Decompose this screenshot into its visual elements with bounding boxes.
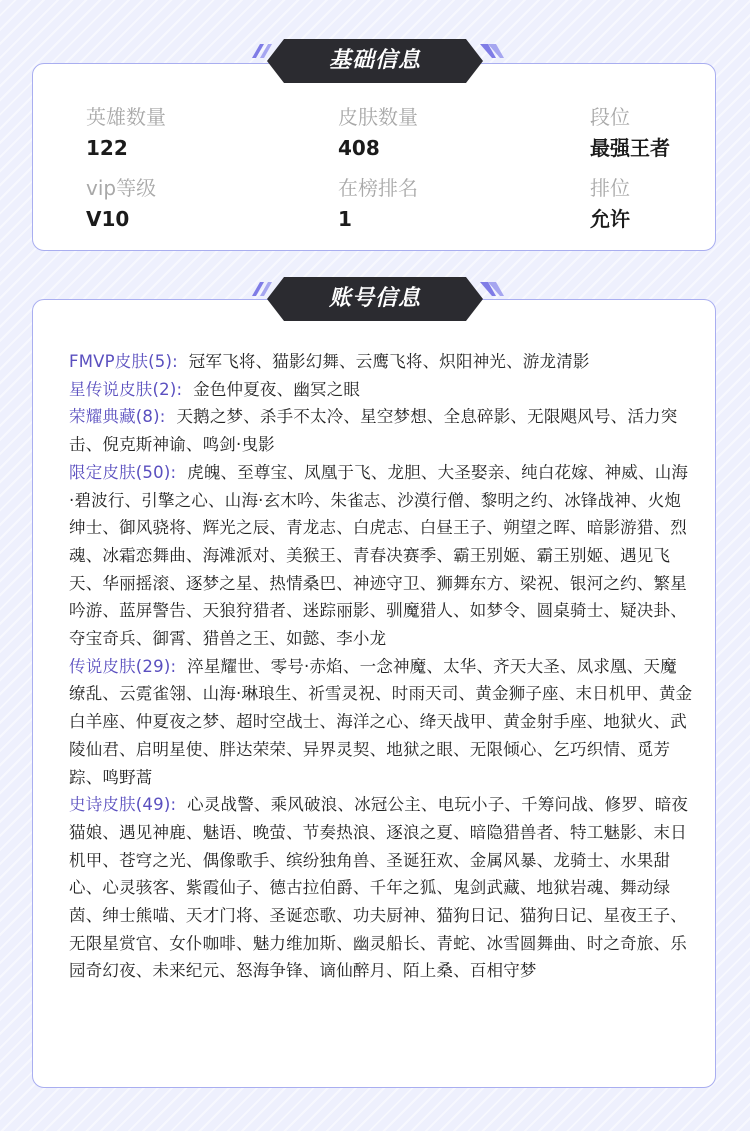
stat-value: 408 bbox=[338, 136, 380, 160]
basic-info-card bbox=[32, 63, 716, 251]
skin-category-fmvp bbox=[69, 348, 693, 376]
skin-category-limited bbox=[69, 459, 693, 653]
section-title: 账号信息 bbox=[328, 286, 421, 311]
stat-value: 1 bbox=[338, 207, 352, 231]
section-title: 基础信息 bbox=[328, 48, 421, 73]
skin-category-items: 金色仲夏夜、幽冥之眼 bbox=[193, 379, 361, 399]
stat-value: V10 bbox=[86, 207, 130, 231]
stat-value: 122 bbox=[86, 136, 128, 160]
skin-category-label: 史诗皮肤(49): bbox=[69, 795, 177, 815]
skin-category-legend bbox=[69, 653, 693, 792]
account-info-card bbox=[32, 299, 716, 1088]
skin-category-items: 心灵战警、乘风破浪、冰冠公主、电玩小子、千筹问战、修罗、暗夜猫娘、遇见神鹿、魅语、晚萤、节奏热浪、逐浪之夏、暗隐猎兽者、特工魅影、末日机甲、苍穹之光、偶像歌手、缤纷独角兽、圣诞狂欢、金属风暴、龙骑士、水果甜心、心灵骇客、紫霞仙子、德古拉伯爵、千年之狐、鬼剑武藏、地狱岩魂、舞动绿茵、绅士熊喵、天才门将、圣诞恋歌、功夫厨神、猫狗日记、猫狗日记、星夜王子、无限星赏官、女仆咖啡、魅力维加斯、幽灵船长、青蛇、冰雪圆舞曲、时之奇旅、乐园奇幻夜、未来纪元、怒海争锋、谪仙醉月、陌上桑、百相守梦 bbox=[69, 795, 689, 981]
skin-category-items: 虎魄、至尊宝、凤凰于飞、龙胆、大圣娶亲、纯白花嫁、神威、山海·碧波行、引擎之心、山海·玄木吟、朱雀志、沙漠行僧、黎明之约、冰锋战神、火炮绅士、御风骁将、辉光之辰、青龙志、白虎志、白昼王子、朔望之晖、暗影游猎、烈魂、冰霜恋舞曲、海滩派对、美猴王、青春决赛季、霸王别姬、霸王别姬、遇见飞天、华丽摇滚、逐梦之星、热情桑巴、神迹守卫、狮舞东方、梁祝、银河之约、繁星吟游、蓝屏警告、天狼狩猎者、迷踪丽影、驯魔猎人、如梦令、圆桌骑士、疑决卦、夺宝奇兵、御霄、猎兽之王、如懿、李小龙 bbox=[69, 462, 689, 649]
account-info-header bbox=[246, 276, 504, 322]
basic-info-header bbox=[246, 38, 504, 84]
stat-value: 允许 bbox=[590, 207, 630, 231]
stat-label: 排位 bbox=[590, 176, 630, 200]
stat-rank-tier bbox=[590, 104, 670, 161]
skin-category-items: 淬星耀世、零号·赤焰、一念神魔、太华、齐天大圣、凤求凰、天魔缭乱、云霓雀翎、山海·琳琅生、祈雪灵祝、时雨天司、黄金狮子座、末日机甲、黄金白羊座、仲夏夜之梦、超时空战士、海洋之心、绛天战甲、黄金射手座、地狱火、武陵仙君、启明星使、胖达荣荣、异界灵契、地狱之眼、无限倾心、乞巧织情、觅芳踪、鸣野蒿 bbox=[69, 656, 693, 787]
skin-category-star-legend bbox=[69, 376, 693, 404]
skin-category-label: 传说皮肤(29): bbox=[69, 656, 177, 676]
skin-category-label: 限定皮肤(50): bbox=[69, 462, 177, 482]
stat-label: 段位 bbox=[590, 105, 630, 129]
skin-category-label: FMVP皮肤(5): bbox=[69, 352, 178, 371]
stat-label: vip等级 bbox=[86, 176, 157, 200]
stat-label: 英雄数量 bbox=[86, 105, 166, 129]
stat-label: 在榜排名 bbox=[338, 176, 418, 200]
skin-category-items: 天鹅之梦、杀手不太冷、星空梦想、全息碎影、无限飓风号、活力突击、倪克斯神谕、鸣剑·曳影 bbox=[69, 407, 678, 455]
stat-value: 最强王者 bbox=[590, 136, 670, 160]
stat-leaderboard-rank bbox=[338, 175, 418, 232]
skin-category-epic bbox=[69, 791, 693, 985]
skin-category-label: 星传说皮肤(2): bbox=[69, 379, 183, 399]
stat-ranked-allowed bbox=[590, 175, 630, 232]
stat-hero-count bbox=[86, 104, 166, 161]
stat-skin-count bbox=[338, 104, 418, 161]
skin-category-items: 冠军飞将、猫影幻舞、云鹰飞将、炽阳神光、游龙清影 bbox=[188, 352, 590, 371]
skin-category-label: 荣耀典藏(8): bbox=[69, 407, 166, 427]
skin-category-list bbox=[69, 348, 693, 985]
stat-label: 皮肤数量 bbox=[338, 105, 418, 129]
stat-vip-level bbox=[86, 175, 156, 232]
skin-category-glory-collection bbox=[69, 403, 693, 458]
